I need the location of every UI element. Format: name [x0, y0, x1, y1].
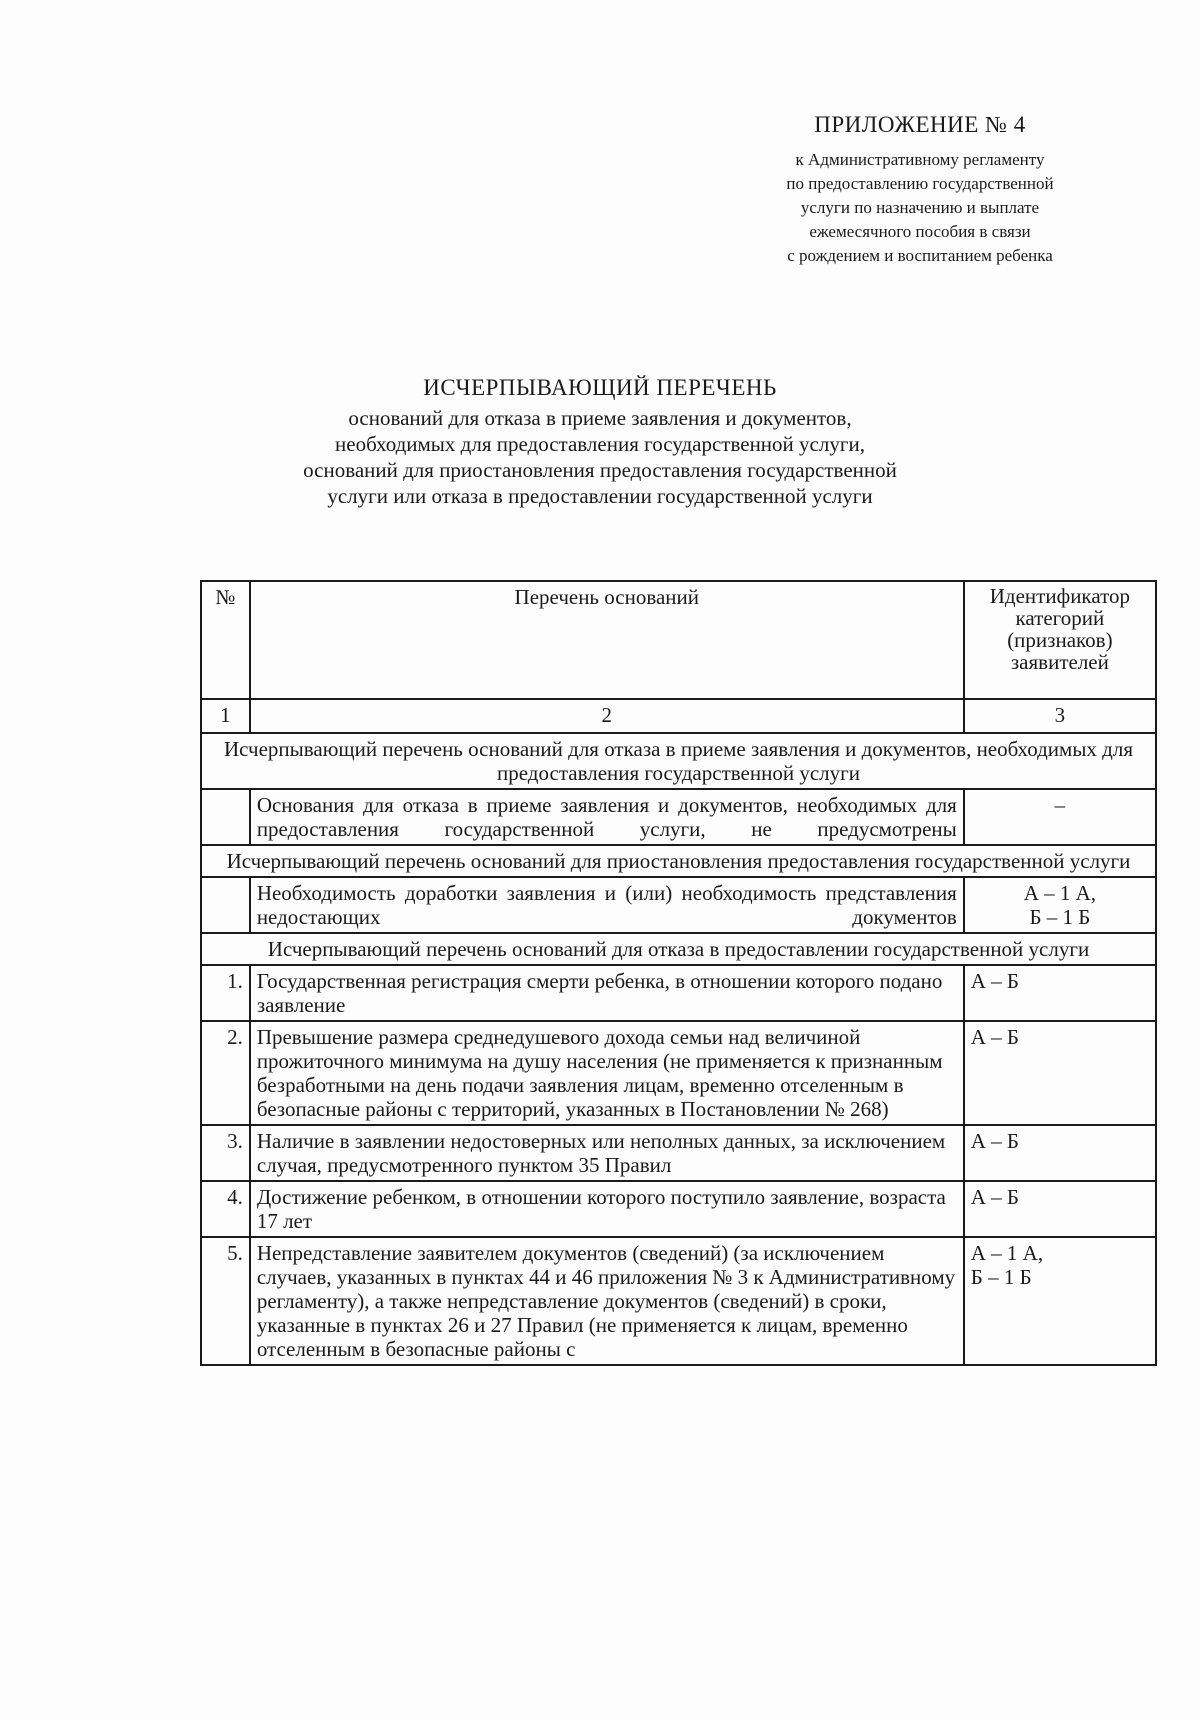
table-row: [201, 877, 1156, 933]
appendix-line: услуги по назначению и выплате: [800, 198, 1040, 217]
row-text: Превышение размера среднедушевого дохода семьи над величиной прожиточного минимума на душу населения (не применяется к признанным безработными на день подачи заявления лицам, временно отселенным в безопасные районы с территорий, указанных в Постановлении № 268): [250, 1021, 964, 1125]
column-index: 3: [964, 699, 1156, 733]
row-num: 4.: [201, 1181, 250, 1237]
document-heading: [150, 375, 1050, 509]
row-num: [201, 789, 250, 845]
row-num: 1.: [201, 965, 250, 1021]
appendix-header: [730, 112, 1110, 268]
header-identifier: Идентификатор категорий (признаков) заявителей: [964, 581, 1156, 699]
section-title: Исчерпывающий перечень оснований для отказа в предоставлении государственной услуги: [201, 933, 1156, 965]
section-title: Исчерпывающий перечень оснований для приостановления предоставления государственной услуги: [201, 845, 1156, 877]
row-num: [201, 877, 250, 933]
grounds-table: [200, 580, 1157, 1366]
row-identifier: [964, 877, 1156, 933]
table-row: [201, 965, 1156, 1021]
table-row: [201, 1237, 1156, 1365]
row-identifier-line: Б – 1 Б: [1029, 905, 1091, 929]
row-text: Государственная регистрация смерти ребенка, в отношении которого подано заявление: [250, 965, 964, 1021]
header-num: №: [201, 581, 250, 699]
row-identifier: А – Б: [964, 1181, 1156, 1237]
row-identifier-line: А – 1 А,: [1023, 881, 1097, 905]
row-identifier: –: [964, 789, 1156, 845]
row-text: Основания для отказа в приеме заявления и документов, необходимых для предоставления государственной услуги, не предусмотрены: [250, 789, 964, 845]
document-subtitle-line: оснований для отказа в приеме заявления и документов,: [348, 406, 852, 430]
row-num: 3.: [201, 1125, 250, 1181]
table-row: [201, 789, 1156, 845]
row-text: Необходимость доработки заявления и (или) необходимость представления недостающих документов: [250, 877, 964, 933]
table-header-row: [201, 581, 1156, 699]
document-subtitle-line: необходимых для предоставления государственной услуги,: [335, 432, 865, 456]
header-grounds: Перечень оснований: [250, 581, 964, 699]
row-num: 2.: [201, 1021, 250, 1125]
row-text: Наличие в заявлении недостоверных или неполных данных, за исключением случая, предусмотренного пунктом 35 Правил: [250, 1125, 964, 1181]
document-title: ИСЧЕРПЫВАЮЩИЙ ПЕРЕЧЕНЬ: [423, 375, 777, 400]
column-index-row: [201, 699, 1156, 733]
document-subtitle-line: оснований для приостановления предоставления государственной: [303, 458, 897, 482]
appendix-line: к Административному регламенту: [795, 150, 1045, 169]
section-row: [201, 933, 1156, 965]
section-row: [201, 733, 1156, 789]
row-identifier-line: Б – 1 Б: [970, 1265, 1032, 1289]
row-identifier: А – Б: [964, 965, 1156, 1021]
table-row: [201, 1125, 1156, 1181]
section-title: Исчерпывающий перечень оснований для отказа в приеме заявления и документов, необходимых для предоставления государственной услуги: [201, 733, 1156, 789]
row-identifier: А – Б: [964, 1125, 1156, 1181]
column-index: 1: [201, 699, 250, 733]
table-row: [201, 1021, 1156, 1125]
column-index: 2: [250, 699, 964, 733]
appendix-line: ежемесячного пособия в связи: [809, 222, 1031, 241]
row-identifier: А – Б: [964, 1021, 1156, 1125]
table-row: [201, 1181, 1156, 1237]
appendix-line: по предоставлению государственной: [786, 174, 1054, 193]
document-subtitle-line: услуги или отказа в предоставлении государственной услуги: [327, 484, 873, 508]
row-text: Непредставление заявителем документов (сведений) (за исключением случаев, указанных в пунктах 44 и 46 приложения № 3 к Административному регламенту), а также непредставление документов (сведений) в сроки, указанные в пунктах 26 и 27 Правил (не применяется к лицам, временно отселенным в безопасные районы с: [250, 1237, 964, 1365]
row-text: Достижение ребенком, в отношении которого поступило заявление, возраста 17 лет: [250, 1181, 964, 1237]
row-identifier: [964, 1237, 1156, 1365]
section-row: [201, 845, 1156, 877]
row-num: 5.: [201, 1237, 250, 1365]
appendix-line: с рождением и воспитанием ребенка: [787, 246, 1053, 265]
appendix-title: ПРИЛОЖЕНИЕ № 4: [814, 112, 1026, 137]
row-identifier-line: А – 1 А,: [970, 1241, 1044, 1265]
